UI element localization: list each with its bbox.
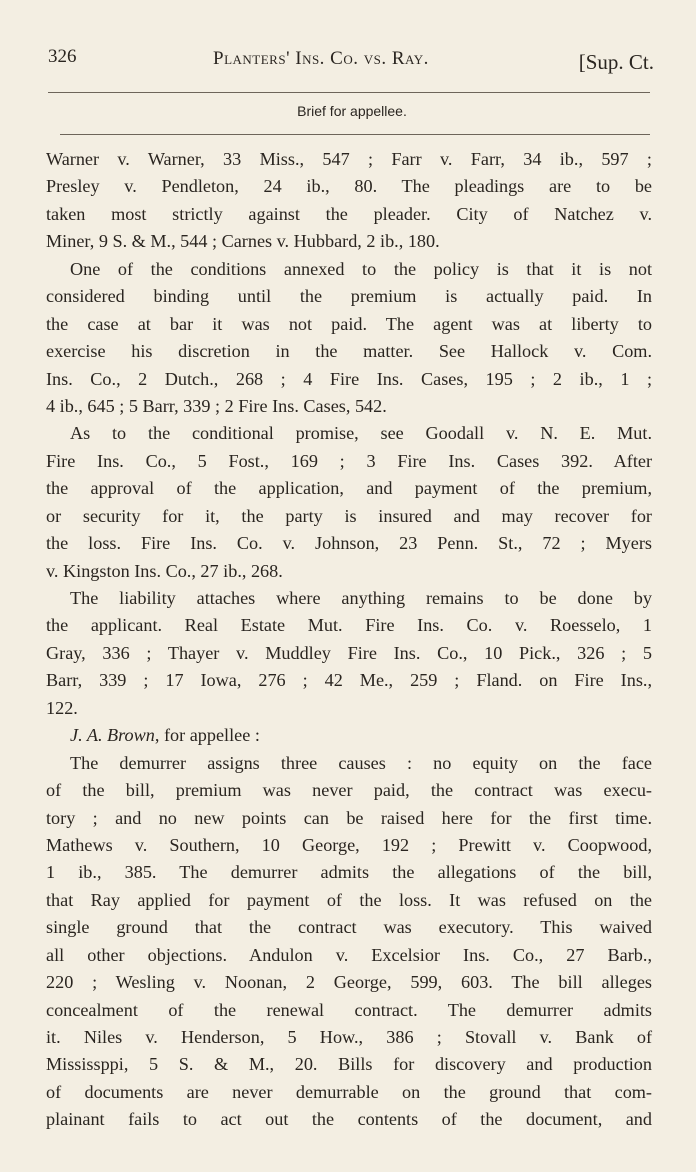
body-text [46, 146, 652, 1134]
text-line: One of the conditions annexed to the policy is that it is not [70, 258, 652, 279]
text-line: Gray, 336 ; Thayer v. Muddley Fire Ins. Co., 10 Pick., 326 ; 5 [46, 642, 652, 663]
text-line: the applicant. Real Estate Mut. Fire Ins. Co. v. Roesselo, 1 [46, 615, 652, 636]
text-line: concealment of the renewal contract. The demurrer admits [46, 999, 652, 1020]
counsel-line [46, 722, 652, 749]
text-line: 4 ib., 645 ; 5 Barr, 339 ; 2 Fire Ins. Cases, 542. [46, 395, 387, 416]
text-line: it. Niles v. Henderson, 5 How., 386 ; Stovall v. Bank of [46, 1027, 652, 1047]
text-line: v. Kingston Ins. Co., 27 ib., 268. [46, 560, 283, 581]
subheading-rule [60, 134, 650, 135]
text-line: The demurrer assigns three causes : no equity on the face [70, 752, 652, 773]
counsel-name: J. A. Brown [70, 725, 155, 746]
text-line: of the bill, premium was never paid, the contract was execu- [46, 780, 652, 801]
text-line: Mathews v. Southern, 10 George, 192 ; Prewitt v. Coopwood, [46, 834, 652, 855]
page-header [48, 46, 658, 78]
text-line: or security for it, the party is insured and may recover for [46, 505, 652, 526]
text-line: considered binding until the premium is actually paid. In [46, 286, 652, 307]
text-line: 220 ; Wesling v. Noonan, 2 George, 599, 603. The bill alleges [46, 972, 652, 993]
text-line: Barr, 339 ; 17 Iowa, 276 ; 42 Me., 259 ; Fland. on Fire Ins., [46, 670, 652, 691]
text-line: As to the conditional promise, see Goodall v. N. E. Mut. [70, 423, 652, 444]
text-line: the approval of the application, and payment of the premium, [46, 478, 652, 499]
running-title: Planters' Ins. Co. vs. Ray. [213, 48, 429, 69]
text-line: tory ; and no new points can be raised here for the first time. [46, 807, 652, 828]
text-line: Fire Ins. Co., 5 Fost., 169 ; 3 Fire Ins. Cases 392. After [46, 450, 652, 471]
section-subheading: Brief for appellee. [297, 103, 407, 119]
text-line: the loss. Fire Ins. Co. v. Johnson, 23 Penn. St., 72 ; Myers [46, 533, 652, 554]
text-line: 1 ib., 385. The demurrer admits the allegations of the bill, [46, 862, 652, 883]
text-line: single ground that the contract was executory. This waived [46, 917, 652, 938]
text-line: taken most strictly against the pleader. City of Natchez v. [46, 203, 652, 224]
text-line: that Ray applied for payment of the loss. It was refused on the [46, 889, 652, 910]
text-line: the case at bar it was not paid. The agent was at liberty to [46, 313, 652, 334]
text-line: Mississppi, 5 S. & M., 20. Bills for discovery and production [46, 1054, 652, 1075]
text-line: plainant fails to act out the contents of the document, and [46, 1109, 652, 1130]
text-line: of documents are never demurrable on the ground that com- [46, 1081, 652, 1102]
text-line: Warner v. Warner, 33 Miss., 547 ; Farr v. Farr, 34 ib., 597 ; [46, 149, 652, 169]
court-designation: [Sup. Ct. [578, 50, 654, 74]
text-line: all other objections. Andulon v. Excelsior Ins. Co., 27 Barb., [46, 944, 652, 965]
counsel-role: , for appellee : [154, 725, 260, 746]
text-line: Miner, 9 S. & M., 544 ; Carnes v. Hubbard, 2 ib., 180. [46, 231, 440, 252]
text-line: Ins. Co., 2 Dutch., 268 ; 4 Fire Ins. Cases, 195 ; 2 ib., 1 ; [46, 368, 652, 389]
page-number: 326 [48, 46, 77, 67]
text-line: 122. [46, 697, 78, 718]
text-line: exercise his discretion in the matter. See Hallock v. Com. [46, 341, 652, 362]
header-rule [48, 92, 650, 93]
text-line: Presley v. Pendleton, 24 ib., 80. The pleadings are to be [46, 176, 652, 197]
text-line: The liability attaches where anything remains to be done by [70, 588, 652, 608]
